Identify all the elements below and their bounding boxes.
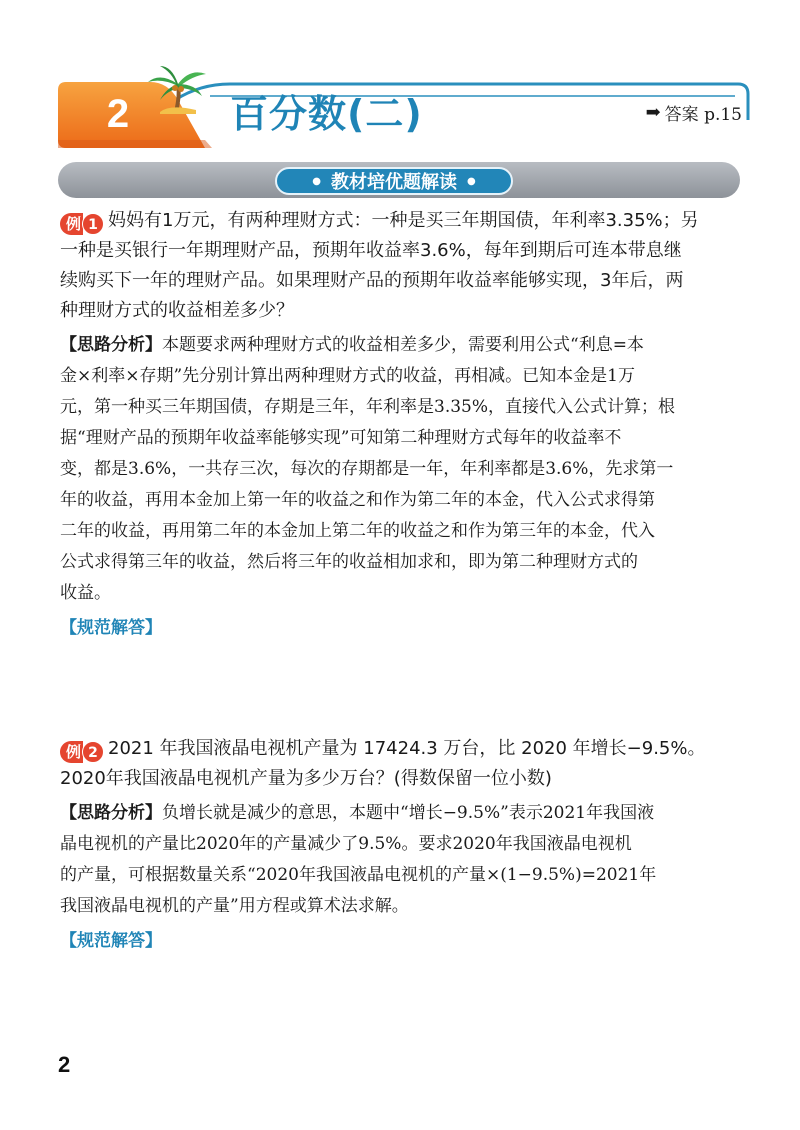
example-1-analysis-line: 据“理财产品的预期年收益率能够实现”可知第二种理财方式每年的收益率不 [60,428,622,448]
example-2-question-line: 2020年我国液晶电视机产量为多少万台？(得数保留一位小数) [60,768,552,789]
dot-icon: ● [467,175,476,187]
example-2-analysis-line: 【思路分析】负增长就是减少的意思，本题中“增长−9.5%”表示2021年我国液 [60,803,655,823]
page-number: 2 [58,1052,71,1077]
section-title: 教材培优题解读 [331,172,457,193]
example-1-answer-label: 【规范解答】 [60,618,162,638]
example-1-question-line: 续购买下一年的理财产品。如果理财产品的预期年收益率能够实现，3年后，两 [60,270,684,291]
analysis-label: 【思路分析】 [60,803,162,823]
example-2 [60,734,750,956]
chapter-header [0,0,800,150]
example-1-analysis-line: 二年的收益，再用第二年的本金加上第二年的收益之和作为第三年的本金，代入 [60,521,655,541]
chapter-number: 2 [106,92,130,136]
chapter-title: 百分数(二) [230,92,423,136]
example-2-analysis-line: 晶电视机的产量比2020年的产量减少了9.5%。要求2020年我国液晶电视机 [60,834,632,854]
answer-reference-text: 答案 p.15 [664,105,742,125]
example-1-analysis-line: 收益。 [60,583,111,603]
example-2-analysis-line: 我国液晶电视机的产量”用方程或算术法求解。 [60,896,409,916]
dot-icon: ● [312,175,321,187]
answer-reference [646,100,742,125]
example-1-badge: 例 1 [60,213,104,235]
section-title-pill [275,167,513,195]
example-1-analysis-line: 变，都是3.6%，一共存三次，每次的存期都是一年，年利率都是3.6%，先求第一 [60,459,674,479]
example-1-analysis-line: 【思路分析】本题要求两种理财方式的收益相差多少，需要利用公式“利息=本 [60,335,644,355]
analysis-label: 【思路分析】 [60,335,162,355]
example-1-analysis-line: 元，第一种买三年期国债，存期是三年，年利率是3.35%，直接代入公式计算；根 [60,397,676,417]
example-1 [60,206,750,643]
arrow-right-icon: ➡ [645,102,661,123]
example-1-question-line: 例 1 妈妈有1万元，有两种理财方式：一种是买三年期国债，年利率3.35%；另 [60,206,750,236]
example-1-analysis-line: 公式求得第三年的收益，然后将三年的收益相加求和，即为第二种理财方式的 [60,552,638,572]
example-2-badge: 例 2 [60,741,104,763]
example-2-answer-label: 【规范解答】 [60,931,162,951]
example-2-question-line: 例 2 2021 年我国液晶电视机产量为 17424.3 万台，比 2020 年增长−9.5%。 [60,734,750,764]
example-1-question-line: 一种是买银行一年期理财产品，预期年收益率3.6%，每年到期后可连本带息继 [60,240,682,261]
example-2-analysis-line: 的产量，可根据数量关系“2020年我国液晶电视机的产量×(1−9.5%)=2021年 [60,865,657,885]
example-1-question-line: 种理财方式的收益相差多少？ [60,300,294,321]
example-1-analysis-line: 年的收益，再用本金加上第一年的收益之和作为第二年的本金，代入公式求得第 [60,490,655,510]
example-1-analysis-line: 金×利率×存期”先分别计算出两种理财方式的收益，再相减。已知本金是1万 [60,366,635,386]
